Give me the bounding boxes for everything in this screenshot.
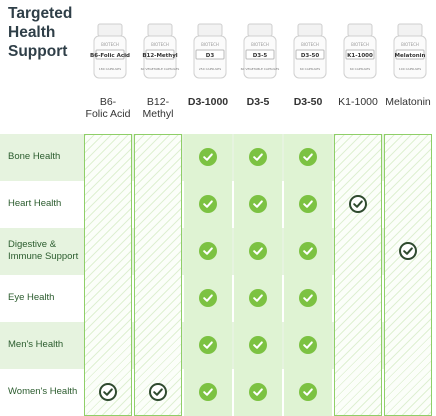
checkmark-icon [199,289,217,307]
product-column [384,134,432,416]
checkmark-icon [199,148,217,166]
svg-text:B6-Folic Acid: B6-Folic Acid [90,53,130,59]
product-column [334,134,382,416]
checkmark-icon [249,289,267,307]
svg-text:BIOTECH: BIOTECH [151,42,169,47]
product-column [134,134,182,416]
checkmark-icon [149,383,167,401]
checkmark-icon [249,242,267,260]
svg-text:D3: D3 [205,53,215,59]
checkmark-icon [99,383,117,401]
svg-text:100 CAPSULES: 100 CAPSULES [398,67,422,71]
svg-text:BIOTECH: BIOTECH [301,42,319,47]
product-bottle-image [90,24,130,80]
health-category-label: Digestive & Immune Support [8,239,79,262]
svg-text:Melatonin: Melatonin [394,53,426,59]
product-bottle-image [240,24,280,80]
product-column [234,134,282,416]
checkmark-icon [299,336,317,354]
product-name: K1-1000 [338,96,378,108]
product-bottle-image [140,24,180,80]
health-category-label: Bone Health [8,151,61,162]
product-bottle-image [340,24,380,80]
svg-text:BIOTECH: BIOTECH [201,42,219,47]
checkmark-icon [249,148,267,166]
health-category-label: Heart Health [8,198,62,209]
health-category-label: Men's Health [8,339,64,350]
product-name: B6- Folic Acid [85,96,131,120]
product-bottle-image [190,24,230,80]
checkmark-icon [199,336,217,354]
page-title: Targeted Health Support [8,5,73,60]
svg-text:D3-5: D3-5 [252,53,268,59]
checkmark-icon [199,383,217,401]
product-column [184,134,232,416]
svg-text:B12-Methyl: B12-Methyl [142,53,178,59]
health-category-label: Women's Health [8,386,78,397]
checkmark-icon [199,242,217,260]
checkmark-icon [299,383,317,401]
svg-text:180 CAPSULES: 180 CAPSULES [98,67,122,71]
svg-text:BIOTECH: BIOTECH [101,42,119,47]
product-name: Melatonin [385,96,431,108]
svg-text:60 VEGETABLE CAPSULES: 60 VEGETABLE CAPSULES [140,67,180,71]
svg-text:60 CAPSULES: 60 CAPSULES [349,67,371,71]
product-name: D3-50 [293,96,323,108]
svg-text:BIOTECH: BIOTECH [351,42,369,47]
checkmark-icon [399,242,417,260]
svg-text:D3-50: D3-50 [300,53,320,59]
svg-text:K1-1000: K1-1000 [347,53,373,59]
svg-text:BIOTECH: BIOTECH [251,42,269,47]
checkmark-icon [299,195,317,213]
product-name: D3-5 [246,96,270,108]
product-column [84,134,132,416]
checkmark-icon [199,195,217,213]
checkmark-icon [349,195,367,213]
svg-text:60 VEGETABLE CAPSULES: 60 VEGETABLE CAPSULES [240,67,280,71]
product-name: B12- Methyl [142,96,174,120]
checkmark-icon [299,148,317,166]
checkmark-icon [299,242,317,260]
health-category-label: Eye Health [8,292,55,303]
svg-text:250 CAPSULES: 250 CAPSULES [198,67,222,71]
svg-text:BIOTECH: BIOTECH [401,42,419,47]
checkmark-icon [249,195,267,213]
product-bottle-image [290,24,330,80]
product-name: D3-1000 [187,96,229,108]
svg-text:60 CAPSULES: 60 CAPSULES [299,67,321,71]
checkmark-icon [299,289,317,307]
product-column [284,134,332,416]
checkmark-icon [249,383,267,401]
checkmark-icon [249,336,267,354]
product-bottle-image [390,24,430,80]
